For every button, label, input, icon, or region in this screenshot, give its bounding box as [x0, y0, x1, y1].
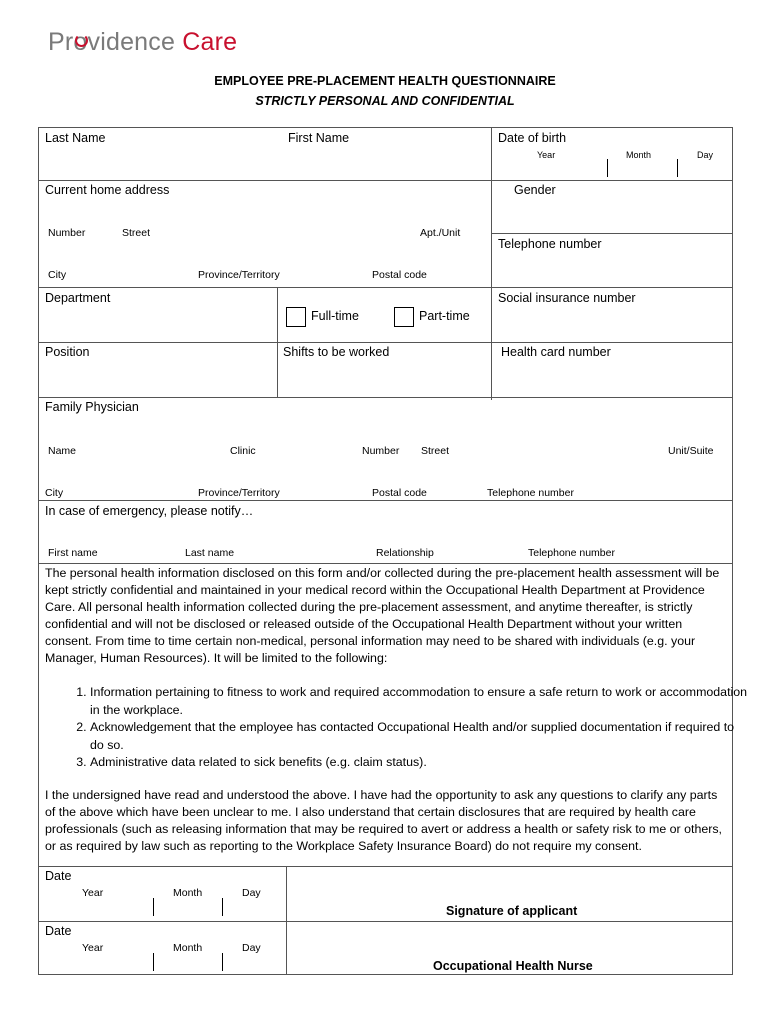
- health-card-label: Health card number: [501, 345, 611, 359]
- parttime-label: Part-time: [419, 309, 470, 323]
- gender-label: Gender: [514, 183, 556, 197]
- logo-text-care: Care: [182, 28, 238, 56]
- list-item: 3. Administrative data related to sick benefits (e.g. claim status).: [90, 754, 750, 772]
- date-separator: [222, 898, 223, 916]
- fulltime-checkbox[interactable]: [286, 307, 306, 327]
- physician-city-label: City: [45, 487, 64, 499]
- address-postal-label: Postal code: [372, 269, 427, 281]
- list-item: 1. Information pertaining to fitness to work and required accommodation to ensure a safe return to work or accommodation in the workplace.: [90, 684, 750, 719]
- applicant-month-label: Month: [173, 887, 203, 899]
- consent-list: [60, 684, 750, 772]
- emergency-relationship-label: Relationship: [376, 547, 434, 559]
- address-apt-label: Apt./Unit: [420, 227, 461, 239]
- dob-separator: [677, 159, 678, 177]
- physician-postal-label: Postal code: [372, 487, 427, 499]
- nurse-year-label: Year: [82, 942, 104, 954]
- consent-text-2: I the undersigned have read and understood the above. I have had the opportunity to ask any questions to clarify any parts of the above which have been unclear to me. I also understand that certain disclosures that are required by health care professionals (such as releasing information that may be required to avert or address a health or safety risk to me or others, or as required by law such as reporting to the Workplace Safety Insurance Board) do not require my consent.: [45, 788, 722, 853]
- physician-street-label: Street: [421, 445, 450, 457]
- divider: [286, 866, 287, 975]
- address-province-label: Province/Territory: [198, 269, 280, 281]
- applicant-date-label: Date: [45, 869, 72, 883]
- date-separator: [153, 898, 154, 916]
- emergency-label: In case of emergency, please notify…: [45, 504, 254, 518]
- physician-name-label: Name: [48, 445, 77, 457]
- divider: [277, 287, 278, 397]
- form-title: EMPLOYEE PRE-PLACEMENT HEALTH QUESTIONNAIRE: [214, 74, 556, 88]
- last-name-label: Last Name: [45, 131, 106, 145]
- form-subtitle: STRICTLY PERSONAL AND CONFIDENTIAL: [255, 94, 515, 108]
- telephone-label: Telephone number: [498, 237, 602, 251]
- divider: [38, 563, 733, 564]
- divider: [38, 287, 733, 288]
- address-number-label: Number: [48, 227, 86, 239]
- department-label: Department: [45, 291, 111, 305]
- applicant-day-label: Day: [242, 887, 261, 899]
- physician-telephone-label: Telephone number: [487, 487, 574, 499]
- position-label: Position: [45, 345, 90, 359]
- emergency-telephone-label: Telephone number: [528, 547, 615, 559]
- physician-number-label: Number: [362, 445, 400, 457]
- shifts-label: Shifts to be worked: [283, 345, 390, 359]
- logo-o-mark: o: [73, 28, 88, 56]
- emergency-last-name-label: Last name: [185, 547, 235, 559]
- list-item: 2. Acknowledgement that the employee has contacted Occupational Health and/or supplied documentation if required to do so.: [90, 719, 750, 754]
- date-separator: [222, 953, 223, 971]
- nurse-month-label: Month: [173, 942, 203, 954]
- parttime-checkbox[interactable]: [394, 307, 414, 327]
- first-name-label: First Name: [288, 131, 350, 145]
- home-address-label: Current home address: [45, 183, 170, 197]
- family-physician-label: Family Physician: [45, 400, 139, 414]
- providence-care-logo: [48, 28, 237, 57]
- consent-paragraph-1: [45, 565, 729, 667]
- physician-unit-label: Unit/Suite: [668, 445, 714, 457]
- applicant-signature-label: Signature of applicant: [446, 904, 578, 918]
- nurse-day-label: Day: [242, 942, 261, 954]
- divider: [491, 233, 733, 234]
- applicant-year-label: Year: [82, 887, 104, 899]
- nurse-signature-label: Occupational Health Nurse: [433, 959, 593, 973]
- dob-day-label: Day: [697, 150, 714, 160]
- logo-text-1: Pr: [48, 28, 74, 56]
- consent-text-1: The personal health information disclosed on this form and/or collected during the pre-placement health assessment will be kept strictly confidential and maintained in your medical record within the Occupational Health Department at Providence Care. All personal health information collected during the pre-placement assessment, and anytime thereafter, is strictly confidential and will not be disclosed or released outside of the Occupational Health Department without your written consent. From time to time certain non-medical, personal information may need to be shared with individuals (e.g. your Manager, Human Resources). It will be limited to the following:: [45, 566, 720, 665]
- divider: [491, 127, 492, 400]
- sin-label: Social insurance number: [498, 291, 636, 305]
- divider: [38, 921, 733, 922]
- divider: [38, 397, 733, 398]
- dob-month-label: Month: [626, 150, 652, 160]
- date-separator: [153, 953, 154, 971]
- dob-label: Date of birth: [498, 131, 567, 145]
- dob-year-label: Year: [537, 150, 556, 160]
- logo-text-2: vidence: [87, 28, 176, 56]
- nurse-date-label: Date: [45, 924, 72, 938]
- address-street-label: Street: [122, 227, 151, 239]
- physician-province-label: Province/Territory: [198, 487, 280, 499]
- divider: [38, 866, 733, 867]
- fulltime-label: Full-time: [311, 309, 359, 323]
- divider: [38, 500, 733, 501]
- consent-paragraph-2: [45, 787, 729, 855]
- divider: [38, 180, 733, 181]
- divider: [38, 342, 733, 343]
- emergency-first-name-label: First name: [48, 547, 98, 559]
- address-city-label: City: [48, 269, 67, 281]
- dob-separator: [607, 159, 608, 177]
- physician-clinic-label: Clinic: [230, 445, 256, 457]
